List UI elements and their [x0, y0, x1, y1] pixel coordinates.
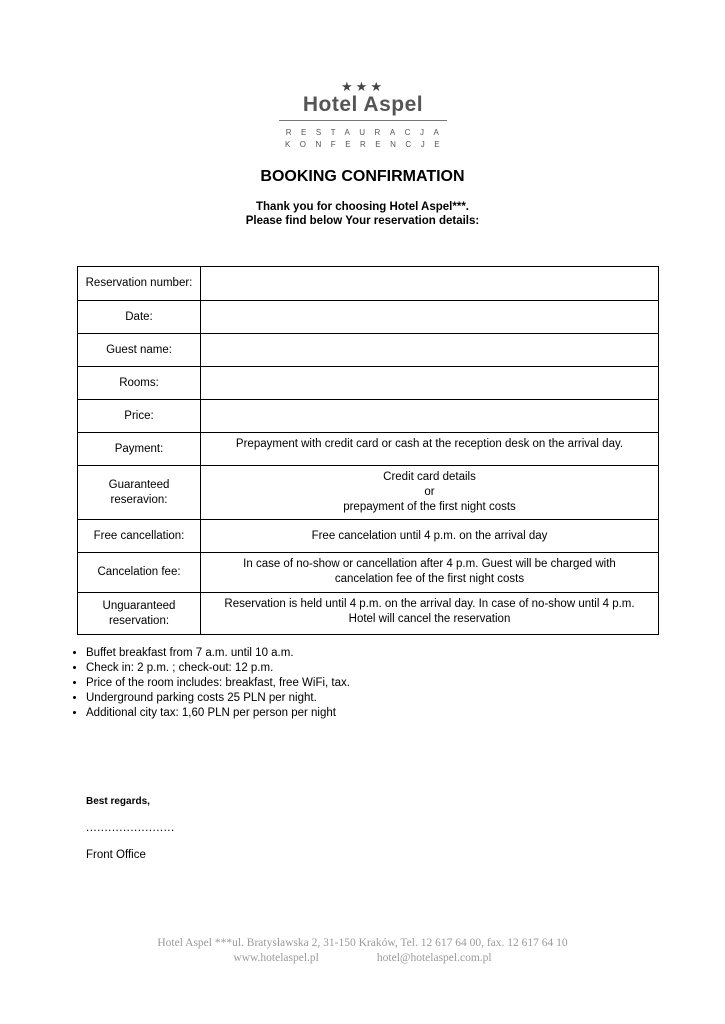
rooms-value: [201, 367, 659, 400]
price-value: [201, 400, 659, 433]
logo-hotel-name: Hotel Aspel: [302, 93, 424, 116]
intro-line-2: Please find below Your reservation details:: [245, 215, 480, 227]
reservation-table: [77, 266, 659, 635]
date-label: Date:: [78, 301, 201, 334]
sender-name: Front Office: [86, 849, 146, 861]
cancelation-fee-value-line-2: cancelation fee of the first night costs: [334, 573, 525, 585]
unguaranteed-value-line-1: Reservation is held until 4 p.m. on the arrival day. In case of no-show until 4 p.m.: [224, 598, 635, 610]
guaranteed-value-line-2: or: [424, 486, 435, 498]
logo-stars: ★★★: [341, 79, 385, 94]
date-value: [201, 301, 659, 334]
payment-label: Payment:: [78, 433, 201, 466]
signature-line: ........................: [86, 822, 175, 834]
free-cancellation-value: Free cancelation until 4 p.m. on the arrival day: [201, 520, 659, 553]
list-item: • Price of the room includes: breakfast, free WiFi, tax.: [86, 676, 350, 691]
logo-restauracja: RESTAURACJA: [285, 128, 449, 137]
reservation-number-value: [201, 267, 659, 301]
row-price: [78, 400, 659, 433]
row-rooms: [78, 367, 659, 400]
guest-name-label: Guest name:: [78, 334, 201, 367]
footer-contacts: [0, 951, 725, 966]
logo-konferencje: KONFERENCJE: [284, 140, 450, 149]
free-cancellation-label: Free cancellation:: [78, 520, 201, 553]
price-label: Price:: [78, 400, 201, 433]
guaranteed-label: [78, 466, 201, 520]
notes-list: [40, 646, 350, 721]
payment-value: Prepayment with credit card or cash at the reception desk on the arrival day.: [201, 433, 659, 466]
logo-divider: [279, 120, 447, 121]
row-guest-name: [78, 334, 659, 367]
unguaranteed-label-line-1: Unguaranteed: [102, 599, 176, 612]
closing-regards: Best regards,: [86, 796, 150, 807]
list-item: • Additional city tax: 1,60 PLN per person per night: [86, 706, 350, 721]
row-date: [78, 301, 659, 334]
guaranteed-value-line-3: prepayment of the first night costs: [343, 501, 516, 513]
unguaranteed-label-line-2: reservation:: [108, 614, 170, 627]
row-payment: [78, 433, 659, 466]
guaranteed-value-line-1: Credit card details: [383, 471, 476, 483]
footer-address: Hotel Aspel ***ul. Bratysławska 2, 31-150 Kraków, Tel. 12 617 64 00, fax. 12 617 64 10: [157, 937, 568, 949]
row-unguaranteed-reservation: [78, 593, 659, 635]
intro-text: [0, 200, 725, 228]
cancelation-fee-value-line-1: In case of no-show or cancellation after 4 p.m. Guest will be charged with: [243, 558, 616, 570]
list-item: • Buffet breakfast from 7 a.m. until 10 a.m.: [86, 646, 350, 661]
guaranteed-label-line-1: Guaranteed: [108, 478, 170, 491]
footer: [0, 936, 725, 966]
list-item: • Underground parking costs 25 PLN per night.: [86, 691, 350, 706]
page-title: BOOKING CONFIRMATION: [260, 168, 465, 185]
row-guaranteed-reservation: [78, 466, 659, 520]
rooms-label: Rooms:: [78, 367, 201, 400]
unguaranteed-value: [201, 593, 659, 635]
footer-email-link[interactable]: hotel@hotelaspel.com.pl: [376, 952, 492, 964]
guaranteed-label-line-2: reseravion:: [110, 493, 168, 506]
row-reservation-number: [78, 267, 659, 301]
list-item: • Check in: 2 p.m. ; check-out: 12 p.m.: [86, 661, 350, 676]
footer-website-link[interactable]: www.hotelaspel.pl: [233, 952, 319, 964]
hotel-logo: [270, 80, 456, 151]
guaranteed-value: [201, 466, 659, 520]
cancelation-fee-label: Cancelation fee:: [78, 553, 201, 593]
unguaranteed-value-line-2: Hotel will cancel the reservation: [348, 613, 511, 625]
row-cancelation-fee: [78, 553, 659, 593]
guest-name-value: [201, 334, 659, 367]
reservation-number-label: Reservation number:: [78, 267, 201, 301]
unguaranteed-label: [78, 593, 201, 635]
row-free-cancellation: [78, 520, 659, 553]
cancelation-fee-value: [201, 553, 659, 593]
intro-line-1: Thank you for choosing Hotel Aspel***.: [256, 201, 469, 213]
